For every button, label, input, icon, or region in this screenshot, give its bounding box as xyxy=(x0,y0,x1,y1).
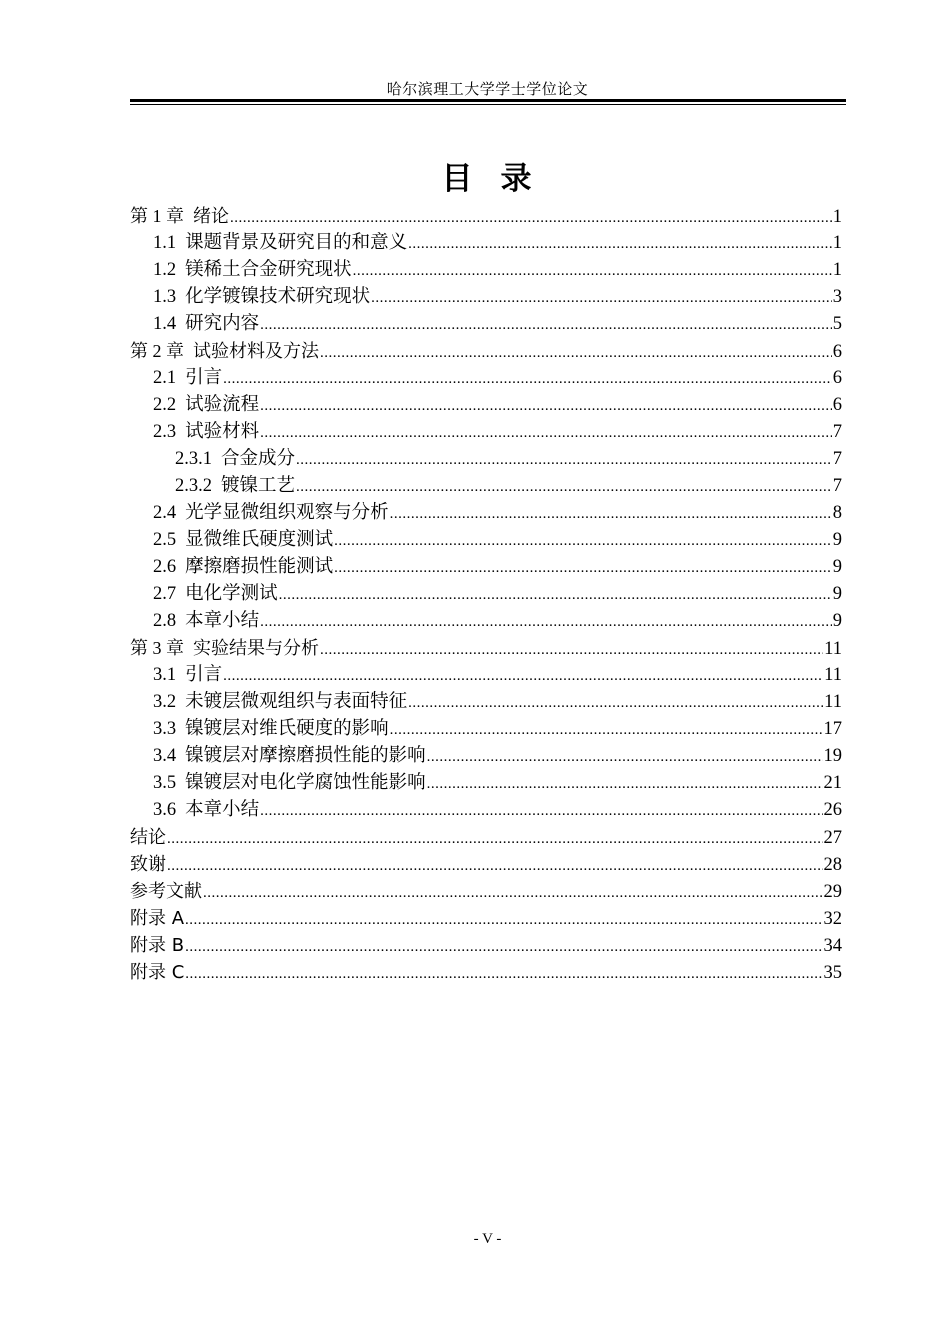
toc-dot-leader xyxy=(279,582,832,609)
toc-entry-page: 9 xyxy=(832,530,842,550)
toc-dot-leader xyxy=(320,340,832,367)
toc-entry-page: 26 xyxy=(823,800,842,820)
toc-entry-number: 1.4 xyxy=(153,314,177,334)
toc-entry-title: 引言 xyxy=(185,665,223,685)
toc-entry[interactable] xyxy=(130,959,842,986)
toc-dot-leader xyxy=(167,853,823,880)
toc-entry[interactable] xyxy=(130,419,842,446)
toc-entry-title: 本章小结 xyxy=(185,800,260,820)
toc-entry-page: 6 xyxy=(832,395,842,415)
toc-entry-title: 镍镀层对维氏硬度的影响 xyxy=(185,719,389,739)
toc-entry-number: 第 3 章 xyxy=(130,638,184,658)
toc-entry-page: 1 xyxy=(832,233,842,253)
toc-entry-page: 11 xyxy=(824,639,842,659)
toc-entry[interactable] xyxy=(130,770,842,797)
toc-entry-title: 本章小结 xyxy=(185,611,260,631)
toc-entry-number: 3.2 xyxy=(153,692,177,712)
toc-entry[interactable] xyxy=(130,824,842,851)
toc-dot-leader xyxy=(427,771,823,798)
toc-entry-number: 2.6 xyxy=(153,557,177,577)
toc-dot-leader xyxy=(185,934,822,961)
toc-entry-number: 2.2 xyxy=(153,395,177,415)
toc-entry-title: 显微维氏硬度测试 xyxy=(185,530,334,550)
toc-entry-page: 28 xyxy=(823,855,842,875)
toc-entry-page: 1 xyxy=(832,207,842,227)
toc-dot-leader xyxy=(260,609,832,636)
toc-entry-page: 32 xyxy=(823,909,842,929)
toc-entry-title: 电化学测试 xyxy=(185,584,278,604)
toc-entry[interactable] xyxy=(130,392,842,419)
toc-entry[interactable] xyxy=(130,284,842,311)
toc-entry-number: 2.3 xyxy=(153,422,177,442)
toc-entry-title: 实验结果与分析 xyxy=(193,638,319,659)
toc-dot-leader xyxy=(185,961,822,988)
toc-entry-page: 19 xyxy=(823,746,842,766)
toc-dot-leader xyxy=(296,474,832,501)
toc-entry-title: 结论 xyxy=(130,827,166,848)
toc-heading-char-1: 目 xyxy=(441,161,475,197)
toc-entry-number: 2.4 xyxy=(153,503,177,523)
toc-entry-number: 2.8 xyxy=(153,611,177,631)
toc-entry[interactable] xyxy=(130,446,842,473)
toc-entry-page: 6 xyxy=(832,342,842,362)
toc-entry[interactable] xyxy=(130,662,842,689)
toc-entry-title: 未镀层微观组织与表面特征 xyxy=(185,692,408,712)
toc-entry-page: 17 xyxy=(823,719,842,739)
toc-entry-title: 镁稀土合金研究现状 xyxy=(185,260,352,280)
toc-entry-number: 2.1 xyxy=(153,368,177,388)
toc-entry[interactable] xyxy=(130,932,842,959)
toc-dot-leader xyxy=(167,826,823,853)
toc-entry-number: 1.1 xyxy=(153,233,177,253)
toc-entry-number: 3.5 xyxy=(153,773,177,793)
toc-entry-title: 试验流程 xyxy=(185,395,260,415)
toc-entry-page: 35 xyxy=(823,963,842,983)
toc-entry-page: 9 xyxy=(832,611,842,631)
toc-entry-title: 课题背景及研究目的和意义 xyxy=(185,233,408,253)
toc-entry[interactable] xyxy=(130,338,842,365)
toc-dot-leader xyxy=(223,366,832,393)
toc-entry-page: 5 xyxy=(832,314,842,334)
toc-entry-title: 镍镀层对电化学腐蚀性能影响 xyxy=(185,773,426,793)
toc-dot-leader xyxy=(334,555,832,582)
toc-entry[interactable] xyxy=(130,203,842,230)
table-of-contents xyxy=(130,203,842,986)
toc-entry-number: 2.3.1 xyxy=(175,449,212,469)
toc-entry-title: 附录 A xyxy=(130,908,185,929)
header-rule-thick xyxy=(130,99,846,102)
toc-entry-number: 2.7 xyxy=(153,584,177,604)
toc-dot-leader xyxy=(296,447,832,474)
page-footer-number: - V - xyxy=(473,1231,502,1247)
toc-entry[interactable] xyxy=(130,311,842,338)
toc-entry[interactable] xyxy=(130,608,842,635)
toc-dot-leader xyxy=(203,880,823,907)
toc-entry[interactable] xyxy=(130,554,842,581)
toc-entry-page: 11 xyxy=(824,692,842,712)
toc-dot-leader xyxy=(427,744,823,771)
toc-entry[interactable] xyxy=(130,878,842,905)
toc-dot-leader xyxy=(334,528,832,555)
toc-entry-title: 试验材料及方法 xyxy=(193,341,319,362)
toc-entry-number: 1.2 xyxy=(153,260,177,280)
toc-entry-title: 致谢 xyxy=(130,854,166,875)
toc-dot-leader xyxy=(408,690,823,717)
toc-entry-title: 摩擦磨损性能测试 xyxy=(185,557,334,577)
toc-entry-title: 附录 B xyxy=(130,935,185,956)
toc-entry-number: 第 2 章 xyxy=(130,341,184,361)
toc-entry-page: 7 xyxy=(832,476,842,496)
toc-entry[interactable] xyxy=(130,689,842,716)
toc-heading xyxy=(130,153,845,198)
header-rule-thin xyxy=(130,104,846,105)
toc-entry[interactable] xyxy=(130,581,842,608)
toc-entry-title: 光学显微组织观察与分析 xyxy=(185,503,389,523)
toc-dot-leader xyxy=(260,312,832,339)
toc-entry-title: 研究内容 xyxy=(185,314,260,334)
toc-entry-page: 7 xyxy=(832,449,842,469)
toc-dot-leader xyxy=(390,501,832,528)
toc-entry-number: 1.3 xyxy=(153,287,177,307)
toc-dot-leader xyxy=(260,420,832,447)
toc-entry[interactable] xyxy=(130,365,842,392)
toc-entry[interactable] xyxy=(130,635,842,662)
toc-entry[interactable] xyxy=(130,500,842,527)
toc-entry-title: 绪论 xyxy=(193,206,229,227)
toc-entry-page: 7 xyxy=(832,422,842,442)
toc-heading-char-2: 录 xyxy=(500,161,534,197)
toc-entry-number: 第 1 章 xyxy=(130,206,184,226)
toc-entry-title: 合金成分 xyxy=(221,449,296,469)
toc-dot-leader xyxy=(260,798,822,825)
toc-entry[interactable] xyxy=(130,257,842,284)
toc-entry-page: 11 xyxy=(824,665,842,685)
toc-entry[interactable] xyxy=(130,905,842,932)
toc-entry-title: 镍镀层对摩擦磨损性能的影响 xyxy=(185,746,426,766)
toc-entry-page: 9 xyxy=(832,584,842,604)
toc-entry-number: 3.4 xyxy=(153,746,177,766)
toc-dot-leader xyxy=(371,285,832,312)
toc-dot-leader xyxy=(260,393,832,420)
toc-entry-title: 附录 C xyxy=(130,962,185,983)
toc-entry[interactable] xyxy=(130,743,842,770)
toc-entry-title: 参考文献 xyxy=(130,881,202,902)
toc-dot-leader xyxy=(390,717,823,744)
toc-entry-page: 21 xyxy=(823,773,842,793)
toc-entry-number: 3.6 xyxy=(153,800,177,820)
toc-entry-page: 29 xyxy=(823,882,842,902)
toc-entry-number: 3.3 xyxy=(153,719,177,739)
toc-entry-page: 6 xyxy=(832,368,842,388)
toc-entry[interactable] xyxy=(130,851,842,878)
toc-entry-page: 27 xyxy=(823,828,842,848)
toc-entry[interactable] xyxy=(130,527,842,554)
toc-entry-title: 镀镍工艺 xyxy=(221,476,296,496)
toc-entry[interactable] xyxy=(130,473,842,500)
toc-entry-number: 2.5 xyxy=(153,530,177,550)
toc-dot-leader xyxy=(408,231,832,258)
toc-dot-leader xyxy=(320,637,823,664)
toc-dot-leader xyxy=(223,663,823,690)
toc-entry-page: 34 xyxy=(823,936,842,956)
running-header: 哈尔滨理工大学学士学位论文 xyxy=(386,82,589,98)
toc-entry[interactable] xyxy=(130,230,842,257)
toc-dot-leader xyxy=(353,258,832,285)
toc-entry-title: 引言 xyxy=(185,368,223,388)
toc-dot-leader xyxy=(230,205,832,232)
toc-entry-page: 3 xyxy=(832,287,842,307)
toc-entry[interactable] xyxy=(130,716,842,743)
toc-entry-title: 化学镀镍技术研究现状 xyxy=(185,287,371,307)
toc-dot-leader xyxy=(185,907,822,934)
toc-entry-number: 2.3.2 xyxy=(175,476,212,496)
toc-entry-page: 1 xyxy=(832,260,842,280)
toc-entry-title: 试验材料 xyxy=(185,422,260,442)
toc-entry-number: 3.1 xyxy=(153,665,177,685)
toc-entry-page: 8 xyxy=(832,503,842,523)
toc-entry-page: 9 xyxy=(832,557,842,577)
toc-entry[interactable] xyxy=(130,797,842,824)
